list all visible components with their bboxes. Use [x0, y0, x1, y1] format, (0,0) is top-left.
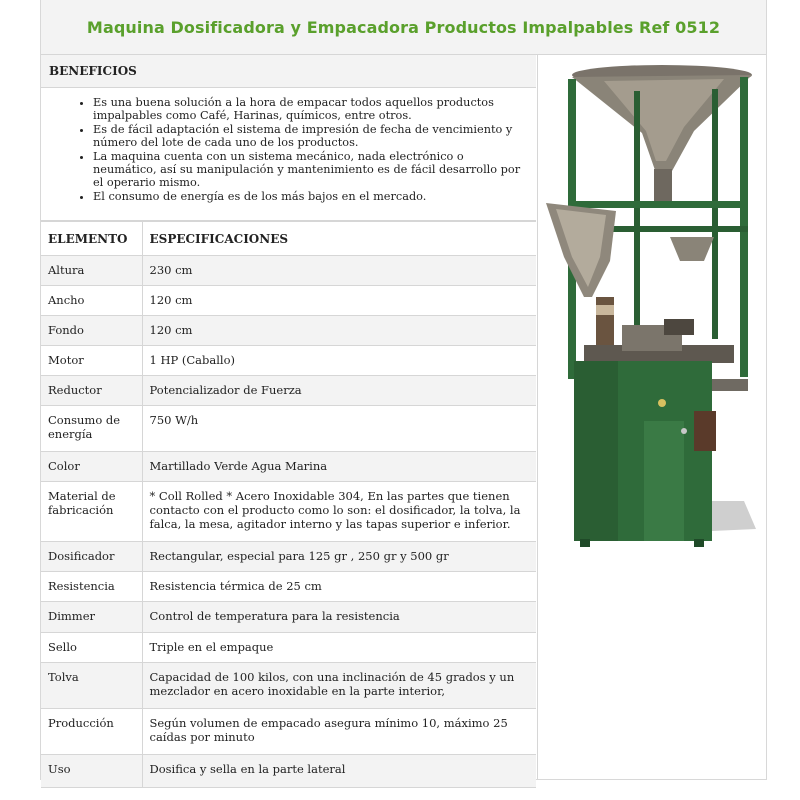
benefit-item: • La maquina cuenta con un sistema mecánico, nada electrónico o neumático, así su manipulación y mantenimiento es de fácil desarrollo por el operario mismo. — [93, 150, 536, 190]
spec-cell: * Coll Rolled * Acero Inoxidable 304, En las partes que tienen contacto con el producto como lo son: el dosificador, la tolva, la falca, la mesa, agitador interno y las tapas superior e inferior. — [142, 482, 536, 542]
element-cell: Color — [41, 452, 142, 482]
element-cell: Resistencia — [41, 572, 142, 602]
element-cell: Ancho — [41, 286, 142, 316]
table-row — [41, 256, 536, 286]
spec-cell: Resistencia térmica de 25 cm — [142, 572, 536, 602]
element-cell: Tolva — [41, 663, 142, 709]
table-row — [41, 663, 536, 709]
page-title: Maquina Dosificadora y Empacadora Productos Impalpables Ref 0512 — [86, 17, 721, 37]
table-row — [41, 346, 536, 376]
spec-cell: Rectangular, especial para 125 gr , 250 gr y 500 gr — [142, 542, 536, 572]
spec-cell: Control de temperatura para la resistencia — [142, 602, 536, 633]
table-row — [41, 376, 536, 406]
spec-cell: Martillado Verde Agua Marina — [142, 452, 536, 482]
element-cell: Consumo de energía — [41, 406, 142, 452]
spec-cell: 230 cm — [142, 256, 536, 286]
spec-cell: Potencializador de Fuerza — [142, 376, 536, 406]
element-cell: Reductor — [41, 376, 142, 406]
benefit-item: • Es de fácil adaptación el sistema de impresión de fecha de vencimiento y número del lote de cada uno de los productos. — [93, 123, 536, 150]
table-row — [41, 602, 536, 633]
benefits-list — [41, 96, 536, 203]
table-row — [41, 709, 536, 755]
element-cell: Producción — [41, 709, 142, 755]
table-row — [41, 482, 536, 542]
spec-cell: Dosifica y sella en la parte lateral — [142, 755, 536, 788]
benefits-section — [41, 88, 536, 221]
element-cell: Fondo — [41, 316, 142, 346]
spec-cell: Capacidad de 100 kilos, con una inclinación de 45 grados y un mezclador en acero inoxidable en la parte interior, — [142, 663, 536, 709]
product-sheet — [40, 0, 767, 780]
spec-header-row — [41, 222, 536, 256]
element-cell: Dosificador — [41, 542, 142, 572]
col-spec-header: ESPECIFICACIONES — [142, 222, 536, 256]
image-column — [537, 55, 767, 779]
col-element-header: ELEMENTO — [41, 222, 142, 256]
benefit-item: • El consumo de energía es de los más bajos en el mercado. — [93, 190, 536, 203]
table-row — [41, 755, 536, 788]
table-row — [41, 406, 536, 452]
element-cell: Dimmer — [41, 602, 142, 633]
element-cell: Sello — [41, 633, 142, 663]
table-row — [41, 316, 536, 346]
spec-cell: 120 cm — [142, 286, 536, 316]
spec-cell: 1 HP (Caballo) — [142, 346, 536, 376]
table-row — [41, 633, 536, 663]
element-cell: Material de fabricación — [41, 482, 142, 542]
spec-cell: 750 W/h — [142, 406, 536, 452]
left-column — [41, 55, 536, 788]
title-bar — [41, 0, 766, 55]
table-row — [41, 572, 536, 602]
element-cell: Altura — [41, 256, 142, 286]
element-cell: Motor — [41, 346, 142, 376]
spec-cell: Triple en el empaque — [142, 633, 536, 663]
benefit-item: • Es una buena solución a la hora de empacar todos aquellos productos impalpables como Café, Harinas, químicos, entre otros. — [93, 96, 536, 123]
machine-photo — [544, 61, 761, 553]
spec-cell: Según volumen de empacado asegura mínimo 10, máximo 25 caídas por minuto — [142, 709, 536, 755]
spec-table — [41, 221, 536, 788]
table-row — [41, 452, 536, 482]
table-row — [41, 542, 536, 572]
spec-cell: 120 cm — [142, 316, 536, 346]
element-cell: Uso — [41, 755, 142, 788]
benefits-heading: BENEFICIOS — [41, 55, 536, 88]
table-row — [41, 286, 536, 316]
